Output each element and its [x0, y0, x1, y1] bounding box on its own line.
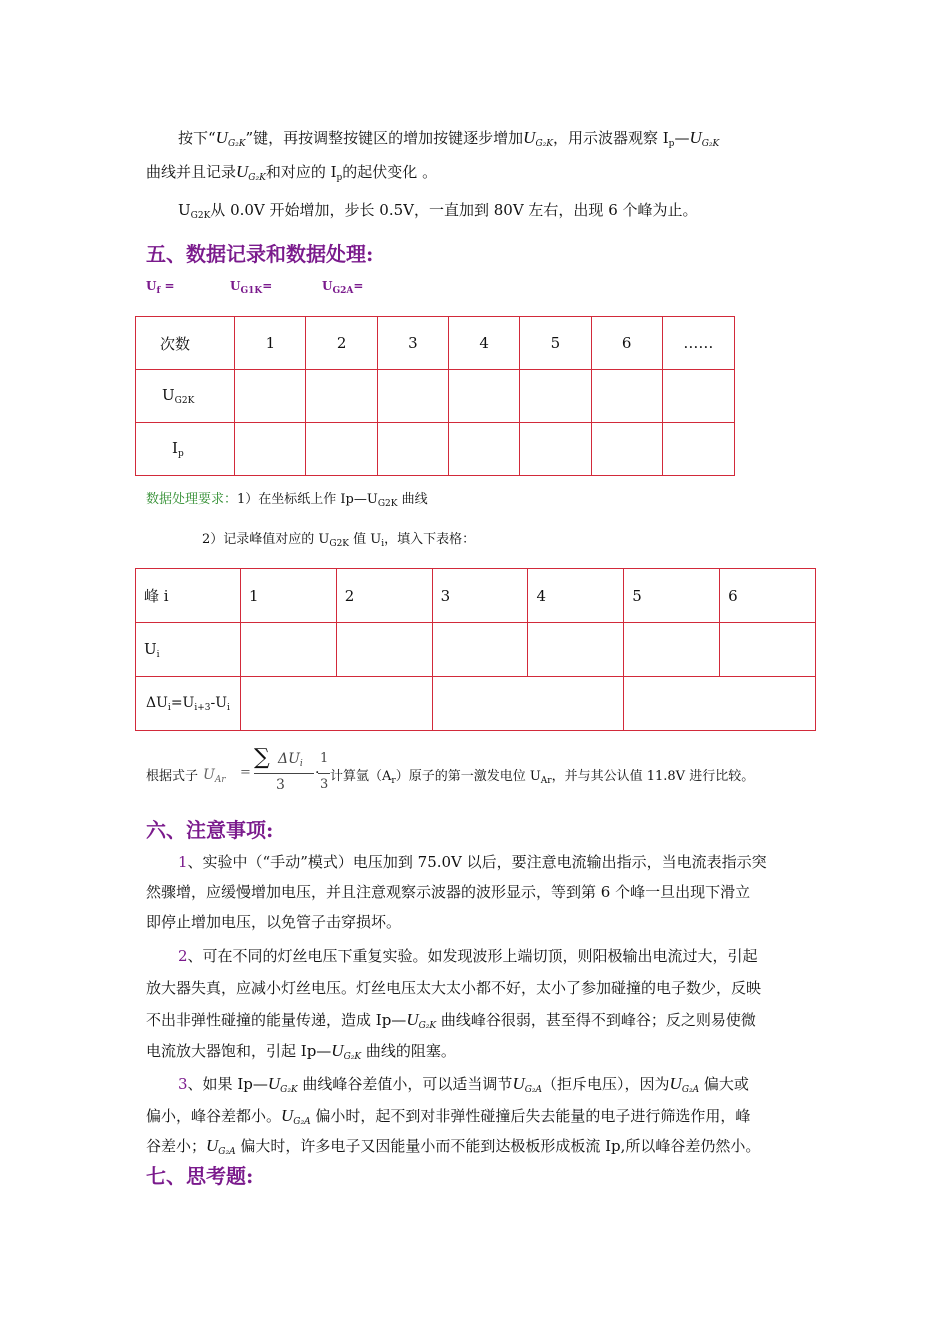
- table-cell[interactable]: [662, 370, 734, 423]
- u-symbol: U: [523, 128, 536, 147]
- text: 、实验中（“手动”模式）电压加到 75.0V 以后，要注意电流输出指示，当电流表指示突: [187, 853, 767, 871]
- note-3-line-3: [146, 1136, 760, 1162]
- intro-line-1: [178, 128, 719, 154]
- table-cell: ……: [662, 317, 734, 370]
- table-row: [136, 370, 735, 423]
- subscript: G2K: [190, 211, 211, 221]
- text: 、可在不同的灯丝电压下重复实验。如发现波形上端切顶，则阳极输出电流过大，引起: [187, 947, 758, 965]
- table-cell: 5: [520, 317, 591, 370]
- text: 曲线并且记录: [146, 163, 237, 181]
- subscript: i: [381, 539, 385, 549]
- table-cell[interactable]: [336, 623, 432, 677]
- formula-lhs: $U_{Ar}$: [203, 767, 226, 785]
- u-symbol: U: [406, 1010, 419, 1029]
- section-5-title: 五、数据记录和数据处理:: [146, 242, 374, 266]
- note-2-line-2: 放大器失真，应减小灯丝电压。灯丝电压太大太小都不好，太小了参加碰撞的电子数少，反映: [146, 979, 762, 997]
- table-row: [136, 569, 816, 623]
- subscript: G₂K: [535, 139, 553, 149]
- formula-eq: =: [240, 765, 251, 780]
- table-cell[interactable]: [662, 423, 734, 476]
- u-symbol: U: [331, 1041, 344, 1060]
- subscript: G₂A: [218, 1147, 236, 1157]
- processing-label: 数据处理要求：: [146, 492, 238, 507]
- text: 谷差小；: [146, 1137, 207, 1155]
- table-cell[interactable]: [377, 370, 448, 423]
- text: 的起伏变化 。: [342, 163, 438, 181]
- note-2-line-3: [146, 1010, 756, 1036]
- text: U: [178, 201, 191, 219]
- text: 和对应的 I: [265, 163, 337, 181]
- subscript: G₂K: [343, 1052, 362, 1062]
- formula-suffix: 计算氩$(A_r)$原子的第一激发电位 $U_{Ar}$，并与其公认值 11.8V 进行比较。: [330, 769, 755, 786]
- subscript: p: [336, 173, 343, 183]
- table-cell[interactable]: [520, 423, 591, 476]
- data-table-1: [135, 316, 735, 476]
- table-cell[interactable]: [528, 623, 624, 677]
- subscript: G2K: [377, 499, 398, 509]
- subscript: G₂K: [280, 1085, 298, 1095]
- subscript: G₂K: [248, 173, 266, 183]
- table-cell: 4: [528, 569, 624, 623]
- fraction-bar-2: [318, 773, 330, 774]
- table-cell[interactable]: [432, 623, 528, 677]
- table-row: [136, 677, 816, 731]
- text: ，填入下表格：: [384, 532, 476, 547]
- table-cell[interactable]: [624, 677, 816, 731]
- table-cell[interactable]: [591, 370, 662, 423]
- text: 2）记录峰值对应的 U: [202, 532, 330, 547]
- table-row: [136, 423, 735, 476]
- uf-label: $U_f$ =: [146, 279, 175, 296]
- note-3-line-1: [178, 1074, 749, 1100]
- intro-line-3: [178, 200, 698, 226]
- table-cell[interactable]: [240, 623, 336, 677]
- subscript: p: [668, 139, 675, 149]
- ug2a-label: $U_{G2A}=$: [322, 279, 364, 296]
- text: 电流放大器饱和，引起 Ip—: [146, 1042, 332, 1060]
- formula-three: 3: [320, 777, 329, 792]
- table-cell: 6: [720, 569, 816, 623]
- subscript: G₂K: [418, 1021, 437, 1031]
- u-symbol: U: [512, 1074, 525, 1093]
- table-cell: 3: [377, 317, 448, 370]
- text: 按下“: [178, 129, 216, 147]
- table-cell-delta-ui: $\Delta U_i=U_{i+3}-U_i$: [136, 677, 241, 731]
- note-3-line-2: [146, 1106, 750, 1132]
- table-cell: 次数: [136, 317, 235, 370]
- u-symbol: U: [206, 1136, 219, 1155]
- text: （拒斥电压），因为: [542, 1075, 670, 1093]
- text: 、如果 Ip—: [187, 1075, 268, 1093]
- note-2-line-1: [178, 946, 758, 966]
- note-number: 2: [178, 947, 188, 965]
- table-cell: 2: [306, 317, 377, 370]
- formula-dot: .: [315, 761, 320, 777]
- u-symbol: U: [689, 128, 702, 147]
- text: 偏小时，起不到对非弹性碰撞后失去能量的电子进行筛选作用，峰: [310, 1107, 751, 1125]
- table-cell: 1: [235, 317, 306, 370]
- text: 1）在坐标纸上作 Ip—U: [237, 492, 378, 507]
- text: 曲线: [397, 492, 428, 507]
- text: 偏小，峰谷差都小。: [146, 1107, 282, 1125]
- table-cell: 5: [624, 569, 720, 623]
- note-2-line-4: [146, 1041, 456, 1067]
- subscript: G2K: [329, 539, 350, 549]
- text: 曲线峰谷很弱，甚至得不到峰谷；反之则易使微: [436, 1011, 756, 1029]
- table-cell[interactable]: [235, 370, 306, 423]
- table-cell: 峰 i: [136, 569, 241, 623]
- note-1-line-1: [178, 852, 767, 872]
- text: 值 U: [349, 532, 382, 547]
- fraction-bar: [254, 773, 314, 774]
- table-cell[interactable]: [432, 677, 624, 731]
- ug1k-label: $U_{G1K}=$: [230, 279, 273, 296]
- table-cell: 4: [449, 317, 520, 370]
- table-cell[interactable]: [720, 623, 816, 677]
- table-cell: 2: [336, 569, 432, 623]
- formula-denominator: 3: [276, 777, 285, 793]
- u-symbol: U: [215, 128, 228, 147]
- note-1-line-3: 即停止增加电压，以免管子击穿损坏。: [146, 913, 402, 931]
- text: 偏大或: [699, 1075, 749, 1093]
- table-cell-ug2k: $U_{G2K}$: [136, 370, 235, 423]
- subscript: G₂K: [701, 139, 720, 149]
- intro-line-2: [146, 162, 437, 188]
- note-number: 3: [178, 1075, 188, 1093]
- formula-numerator: $\Delta U_i$: [278, 751, 303, 769]
- text: 从 0.0V 开始增加，步长 0.5V，一直加到 80V 左右，出现 6 个峰为止。: [210, 201, 698, 219]
- table-cell-ip: $I_p$: [136, 423, 235, 476]
- text: ”键，再按调整按键区的增加按键逐步增加: [245, 129, 524, 147]
- processing-req-1: [146, 490, 428, 514]
- formula-line: [146, 745, 846, 801]
- section-6-title: 六、注意事项:: [146, 818, 274, 842]
- text: —: [674, 129, 690, 147]
- table-row: [136, 317, 735, 370]
- processing-req-2: [202, 530, 475, 554]
- u-symbol: U: [281, 1106, 294, 1125]
- table-row: [136, 623, 816, 677]
- table-cell[interactable]: [306, 423, 377, 476]
- note-number: 1: [178, 853, 188, 871]
- u-symbol: U: [267, 1074, 281, 1093]
- u-symbol: U: [236, 162, 249, 181]
- formula-prefix: 根据式子: [146, 769, 199, 784]
- voltage-vars: [146, 279, 364, 296]
- text: 偏大时，许多电子又因能量小而不能到达极板形成板流 Ip,所以峰谷差仍然小。: [235, 1137, 761, 1155]
- table-cell[interactable]: [306, 370, 377, 423]
- table-cell[interactable]: [240, 677, 432, 731]
- table-cell[interactable]: [624, 623, 720, 677]
- subscript: G₂K: [227, 139, 246, 149]
- table-cell: 3: [432, 569, 528, 623]
- table-cell-ui: $U_i$: [136, 623, 241, 677]
- table-cell: 6: [591, 317, 662, 370]
- text: 曲线峰谷差值小，可以适当调节: [297, 1075, 513, 1093]
- table-cell[interactable]: [377, 423, 448, 476]
- formula-one: 1: [320, 751, 329, 766]
- subscript: G₂A: [293, 1117, 311, 1127]
- table-cell[interactable]: [591, 423, 662, 476]
- subscript: G₂A: [681, 1085, 700, 1095]
- table-cell: 1: [240, 569, 336, 623]
- table-cell[interactable]: [449, 370, 520, 423]
- table-cell[interactable]: [449, 423, 520, 476]
- u-symbol: U: [669, 1074, 682, 1093]
- text: 曲线的阻塞。: [361, 1042, 456, 1060]
- text: 不出非弹性碰撞的能量传递，造成 Ip—: [146, 1011, 407, 1029]
- data-table-2: [135, 568, 816, 731]
- text: ，用示波器观察 I: [552, 129, 669, 147]
- note-1-line-2: 然骤增，应缓慢增加电压，并且注意观察示波器的波形显示，等到第 6 个峰一旦出现下滑立: [146, 883, 751, 901]
- section-7-title: 七、思考题:: [146, 1164, 254, 1188]
- table-cell[interactable]: [520, 370, 591, 423]
- table-cell[interactable]: [235, 423, 306, 476]
- sigma-symbol: ∑: [254, 745, 270, 770]
- subscript: G₂A: [524, 1085, 543, 1095]
